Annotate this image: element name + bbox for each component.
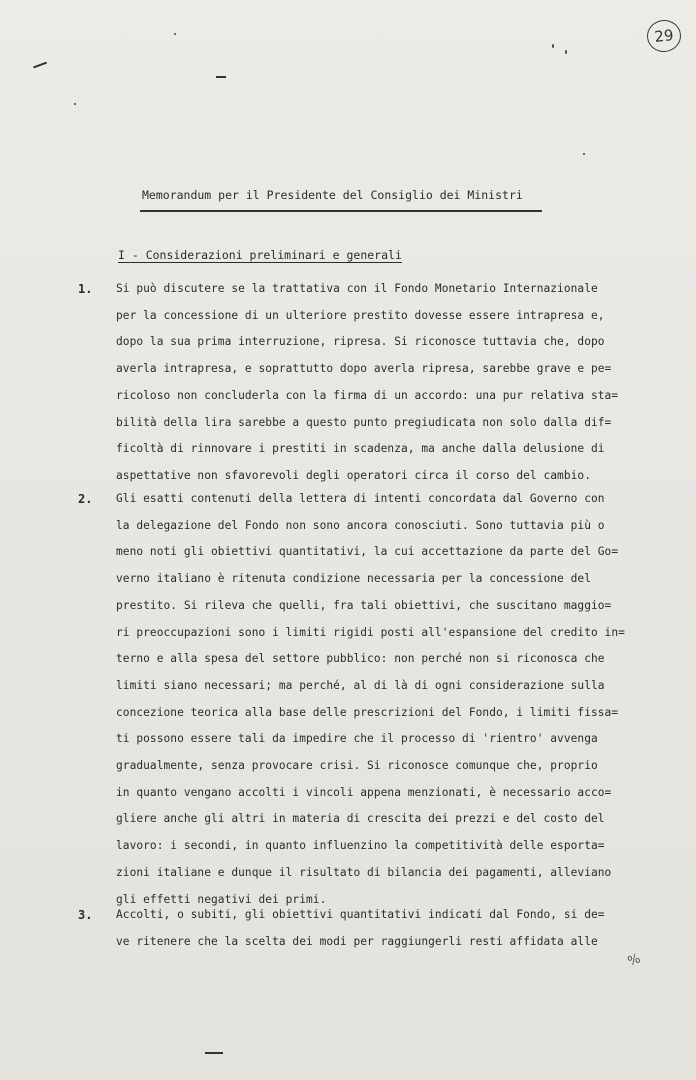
- paragraph-number: 2.: [78, 492, 93, 506]
- scan-mark: [33, 62, 47, 68]
- paragraph-line: limiti siano necessari; ma perché, al di là di ogni considerazione sulla: [116, 678, 605, 692]
- paragraph-line: zioni italiane e dunque il risultato di bilancia dei pagamenti, alleviano: [116, 865, 612, 879]
- scan-speck: [552, 44, 554, 48]
- paragraph-line: Accolti, o subiti, gli obiettivi quantitativi indicati dal Fondo, si de=: [116, 908, 605, 921]
- paragraph-line: per la concessione di un ulteriore prestito dovesse essere intrapresa e,: [116, 308, 605, 322]
- paragraph-line: Si può discutere se la trattativa con il Fondo Monetario Internazionale: [116, 282, 598, 295]
- paragraph-line: verno italiano è ritenuta condizione necessaria per la concessione del: [116, 572, 591, 586]
- paragraph-line: ve ritenere che la scelta dei modi per raggiungerli resti affidata alle: [116, 934, 598, 948]
- margin-note: %: [625, 951, 643, 970]
- paragraph-line: gliere anche gli altri in materia di crescita dei prezzi e del costo del: [116, 812, 605, 826]
- paragraph-line: bilità della lira sarebbe a questo punto pregiudicata non solo dalla dif=: [116, 415, 612, 429]
- paragraph-line: concezione teorica alla base delle prescrizioni del Fondo, i limiti fissa=: [116, 705, 619, 719]
- title-underline: [140, 210, 542, 212]
- scan-mark: [216, 76, 226, 78]
- scan-speck: [74, 103, 76, 105]
- scan-mark: [205, 1052, 223, 1054]
- page-number-circle: [645, 18, 682, 53]
- paragraph-line: terno e alla spesa del settore pubblico: non perché non si riconosca che: [116, 652, 605, 666]
- scan-speck: [565, 50, 567, 54]
- paragraph-line: averla intrapresa, e soprattutto dopo averla ripresa, sarebbe grave e pe=: [116, 362, 612, 376]
- paragraph-line: gradualmente, senza provocare crisi. Si riconosce comunque che, proprio: [116, 759, 598, 772]
- paragraph-line: lavoro: i secondi, in quanto influenzino la competitività delle esporta=: [116, 839, 605, 853]
- paragraph-line: ri preoccupazioni sono i limiti rigidi posti all'espansione del credito in=: [116, 625, 625, 639]
- paragraph-line: la delegazione del Fondo non sono ancora conosciuti. Sono tuttavia più o: [116, 518, 605, 532]
- paragraph-number: 1.: [78, 282, 93, 296]
- section-heading: I - Considerazioni preliminari e generali: [118, 248, 402, 262]
- page-number: 29: [653, 26, 675, 46]
- scan-speck: [174, 33, 176, 35]
- memo-title: Memorandum per il Presidente del Consiglio dei Ministri: [142, 188, 523, 202]
- paragraph-line: dopo la sua prima interruzione, ripresa. Si riconosce tuttavia che, dopo: [116, 335, 605, 349]
- paragraph-line: prestito. Si rileva che quelli, fra tali obiettivi, che suscitano maggio=: [116, 598, 612, 612]
- paragraph-line: Gli esatti contenuti della lettera di intenti concordata dal Governo con: [116, 492, 605, 505]
- paragraph-line: meno noti gli obiettivi quantitativi, la cui accettazione da parte del Go=: [116, 545, 619, 559]
- paragraph-line: in quanto vengano accolti i vincoli appena menzionati, è necessario acco=: [116, 785, 612, 799]
- paragraph-line: ricoloso non concluderla con la firma di un accordo: una pur relativa sta=: [116, 388, 619, 402]
- scan-speck: [583, 153, 585, 155]
- paragraph-line: ficoltà di rinnovare i prestiti in scadenza, ma anche dalla delusione di: [116, 442, 605, 456]
- paragraph-line: aspettative non sfavorevoli degli operatori circa il corso del cambio.: [116, 468, 591, 482]
- paragraph-line: ti possono essere tali da impedire che il processo di 'rientro' avvenga: [116, 732, 598, 746]
- paragraph-number: 3.: [78, 908, 93, 922]
- paragraph-line: gli effetti negativi dei primi.: [116, 892, 327, 906]
